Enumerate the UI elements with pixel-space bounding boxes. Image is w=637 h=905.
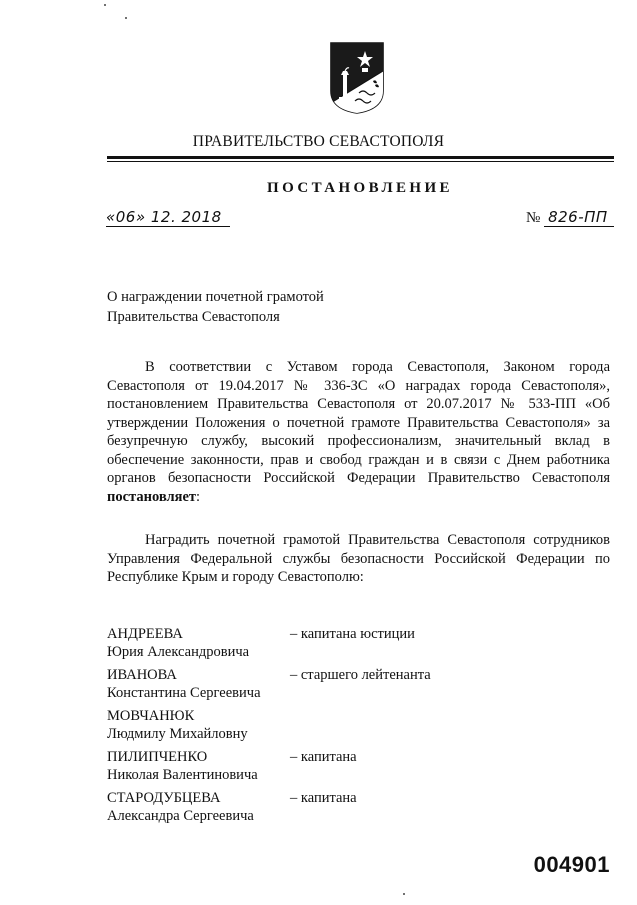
government-name: ПРАВИТЕЛЬСТВО СЕВАСТОПОЛЯ (192, 133, 445, 150)
preamble-text: В соответствии с Уставом города Севастополя, Законом города Севастополя от 19.04.2017 № 336-ЗС «О наградах города Севастополя», постановлением Правительства Севастополя от 20.07.2017 № 533-ПП «Об утверждении Положения о почетной грамоте Правительства Севастополя» за безупречную службу, высокий профессионализм, значительный вклад в обеспечение законности, прав и свобод граждан и в связи с Днем работника органов безопасности Российской Федерации Правительство Севастополя (107, 359, 610, 486)
awardee-surname: СТАРОДУБЦЕВА (107, 790, 221, 806)
awardee-entry (107, 789, 610, 830)
document-number (526, 208, 614, 227)
preamble-colon: : (196, 488, 201, 505)
document-type-title: ПОСТАНОВЛЕНИЕ (267, 180, 453, 196)
awardee-rank: – старшего лейтенанта (290, 667, 431, 683)
awardee-given-name: Константина Сергеевича (107, 685, 261, 701)
header-divider-thick (107, 156, 614, 159)
awardee-given-name: Юрия Александровича (107, 644, 250, 660)
award-paragraph: Наградить почетной грамотой Правительства Севастополя сотрудников Управления Федеральной службы безопасности Российской Федерации по Республике Крым и городу Севастополю: (107, 532, 610, 585)
awardee-surname: МОВЧАНЮК (107, 708, 195, 724)
awardee-list (107, 625, 610, 830)
scan-speck (125, 17, 127, 19)
awardee-entry (107, 748, 610, 789)
document-subject (107, 287, 507, 327)
awardee-rank: – капитана юстиции (290, 626, 415, 642)
awardee-entry (107, 625, 610, 666)
awardee-surname: АНДРЕЕВА (107, 626, 183, 642)
awardee-rank: – капитана (290, 790, 357, 806)
awardee-surname: ИВАНОВА (107, 667, 177, 683)
scan-speck (104, 4, 106, 6)
awardee-entry (107, 707, 610, 748)
awardee-entry (107, 666, 610, 707)
sevastopol-coat-of-arms-icon (329, 41, 385, 115)
subject-line-1: О награждении почетной грамотой (107, 289, 324, 305)
scan-speck (403, 893, 405, 895)
document-date: «06» 12. 2018 (106, 208, 230, 227)
preamble-paragraph (107, 358, 610, 506)
awardee-given-name: Людмилу Михайловну (107, 726, 248, 742)
awardee-given-name: Николая Валентиновича (107, 767, 258, 783)
awardee-rank: – капитана (290, 749, 357, 765)
form-serial-number: 004901 (533, 852, 610, 877)
header-divider-thin (107, 161, 614, 162)
decree-keyword: постановляет (107, 488, 197, 505)
number-sign: № (526, 210, 541, 226)
awardee-given-name: Александра Сергеевича (107, 808, 254, 824)
subject-line-2: Правительства Севастополя (107, 309, 280, 325)
number-value: 826-ПП (544, 208, 614, 227)
awardee-surname: ПИЛИПЧЕНКО (107, 749, 208, 765)
